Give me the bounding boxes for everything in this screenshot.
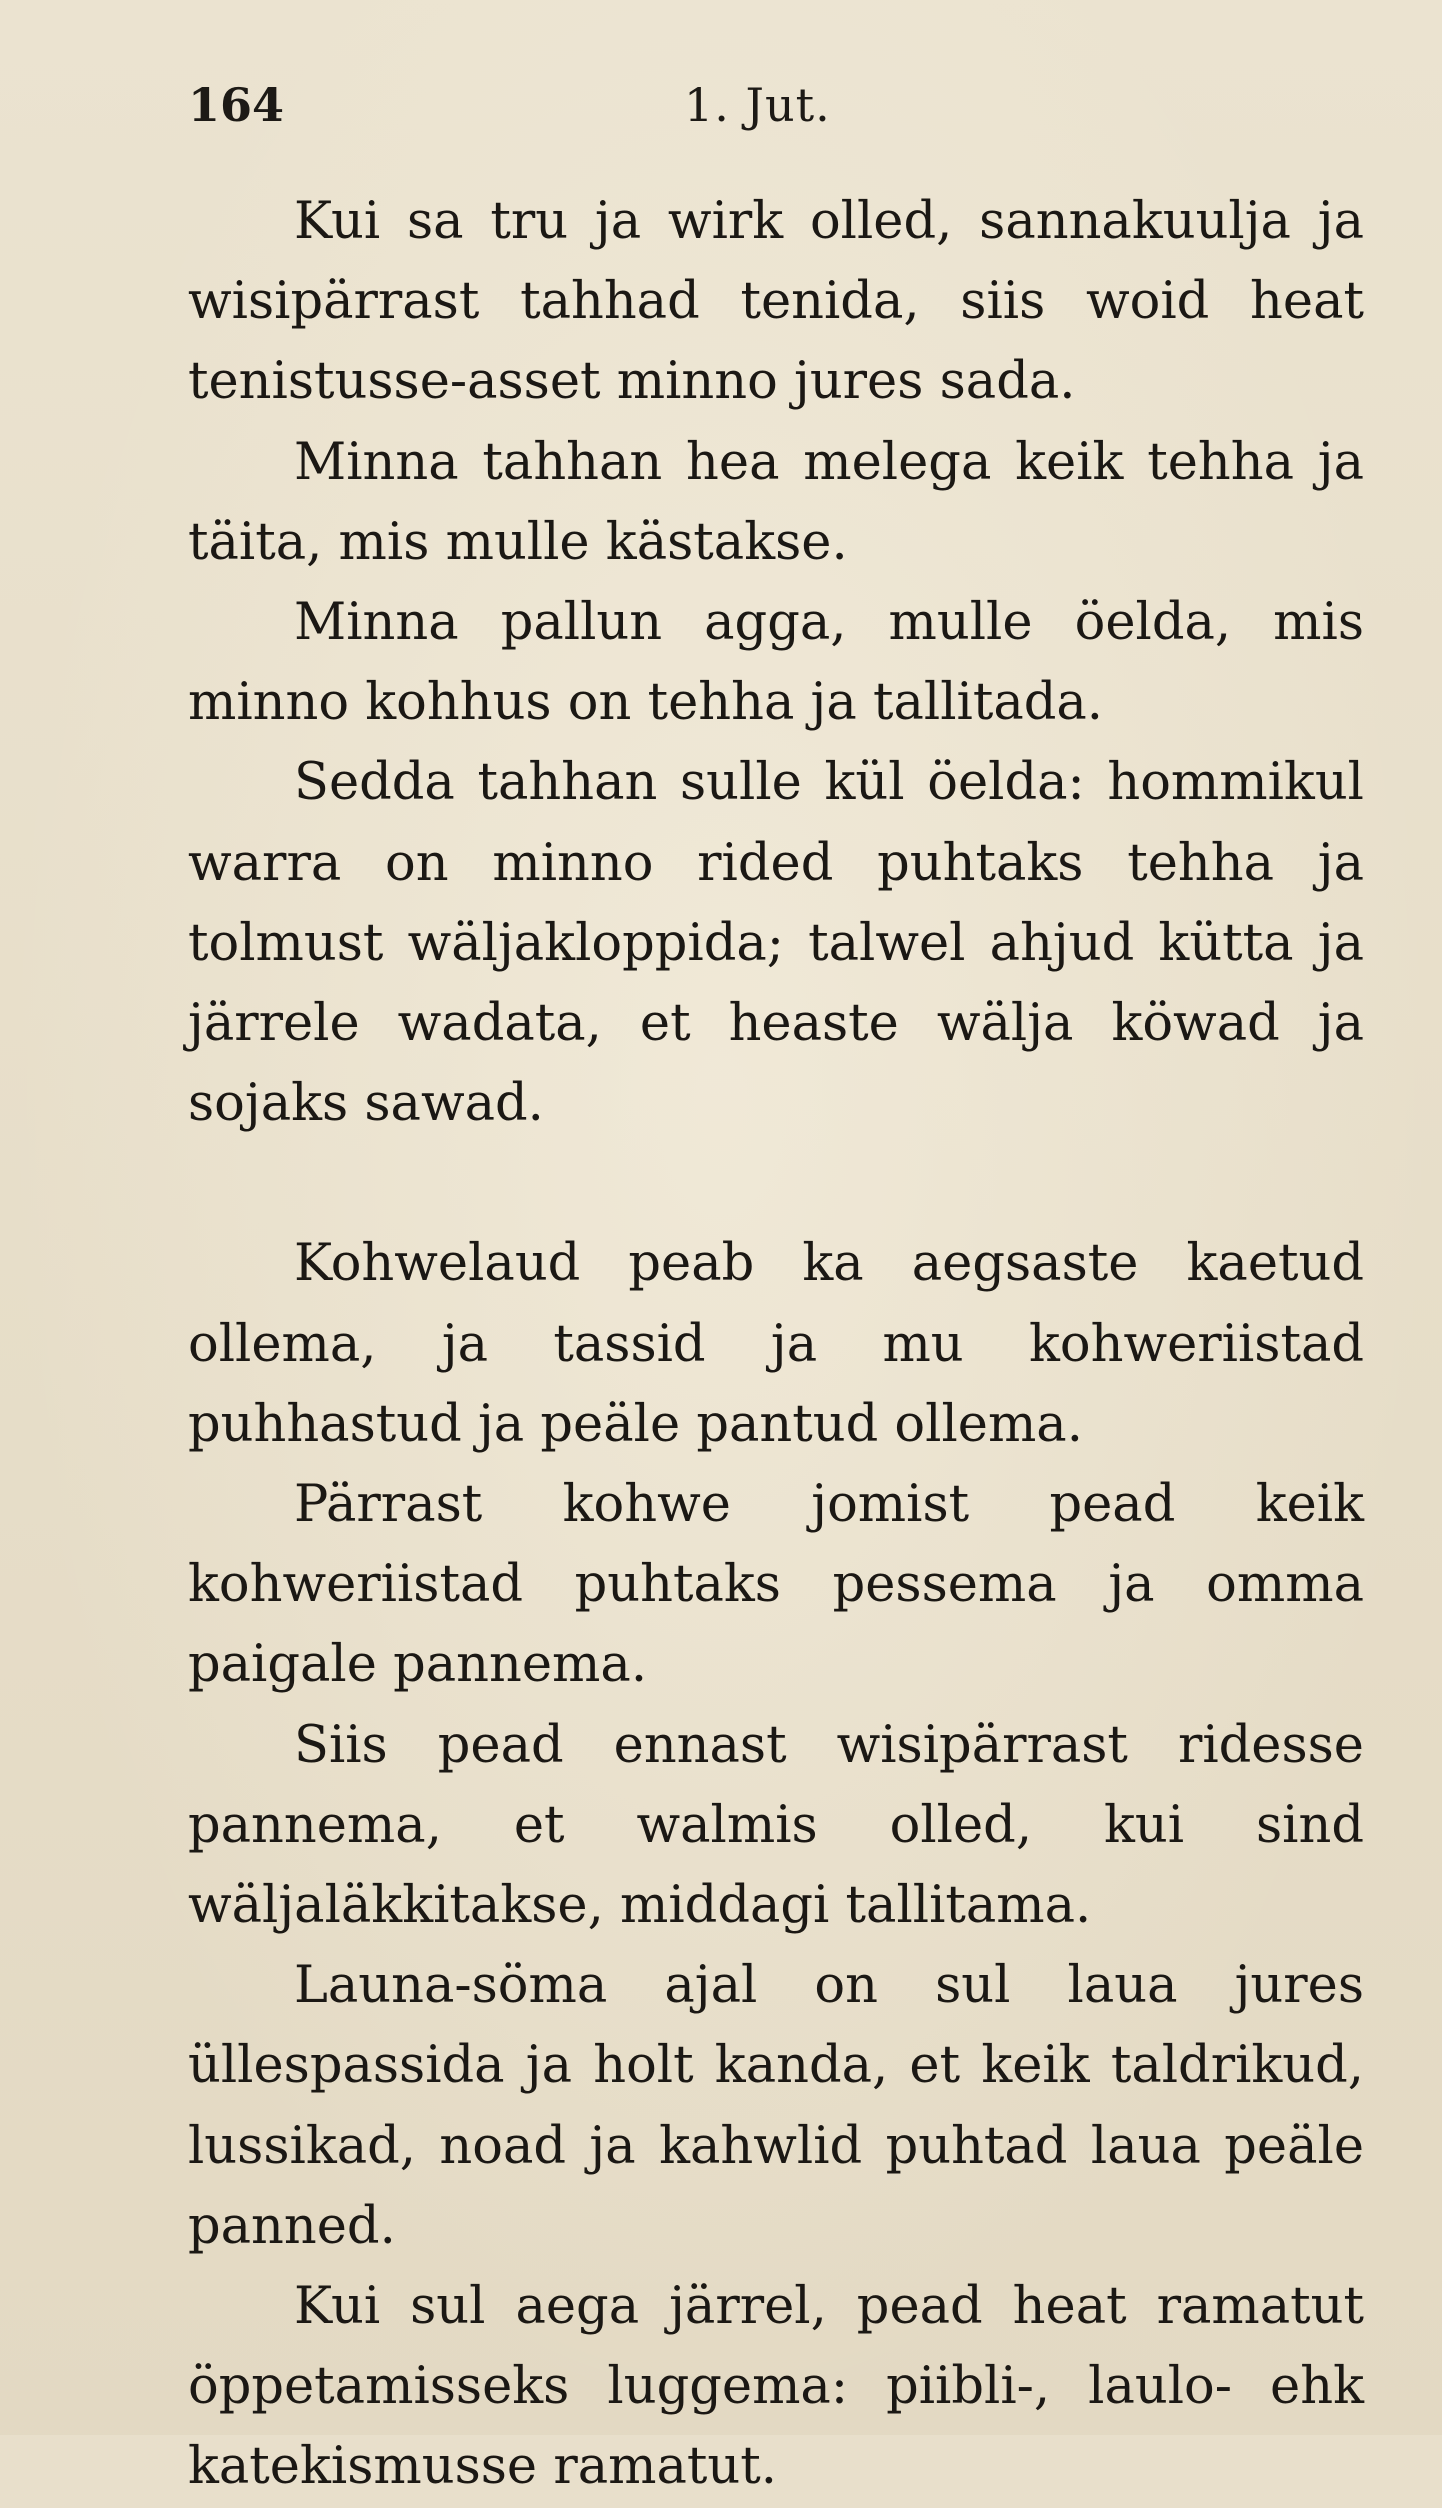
body-text	[188, 182, 1364, 2508]
paragraph: Minna tahhan hea melega keik tehha ja täita, mis mulle kästakse.	[188, 432, 1364, 572]
paragraph: Kui sa tru ja wirk olled, sannakuulja ja wisipärrast tahhad tenida, siis woid heat tenistusse-asset minno jures sada.	[188, 192, 1364, 412]
paragraph: Minna pallun agga, mulle öelda, mis minno kohhus on tehha ja tallitada.	[188, 593, 1364, 733]
section-break	[188, 1144, 1364, 1224]
page-number: 164	[188, 78, 285, 132]
chapter-title: 1. Jut.	[684, 78, 831, 132]
paragraph: Kohwelaud peab ka aegsaste kaetud ollema, ja tassid ja mu kohweriistad puhhastud ja peäle pantud ollema.	[188, 1234, 1364, 1454]
paragraph: Siis pead ennast wisipärrast ridesse pannema, et walmis olled, kui sind wäljaläkkitakse, middagi tallitama.	[188, 1715, 1364, 1936]
paragraph: Pärrast kohwe jomist pead keik kohweriistad puhtaks pessema ja omma paigale pannema.	[188, 1475, 1364, 1695]
paragraph: Launa-söma ajal on sul laua jures üllespassida ja holt kanda, et keik taldrikud, lussikad, noad ja kahwlid puhtad laua peäle panned.	[188, 1956, 1364, 2256]
paragraph: Sedda tahhan sulle kül öelda: hommikul warra on minno rided puhtaks tehha ja tolmust wäljakloppida; talwel ahjud kütta ja järrele wadata, et heaste wälja köwad ja sojaks sawad.	[188, 753, 1364, 1134]
paragraph: Kui sul aega järrel, pead heat ramatut öppetamisseks luggema: piibli-, laulo- ehk katekismusse ramatut.	[188, 2277, 1364, 2497]
running-head	[188, 78, 1364, 148]
